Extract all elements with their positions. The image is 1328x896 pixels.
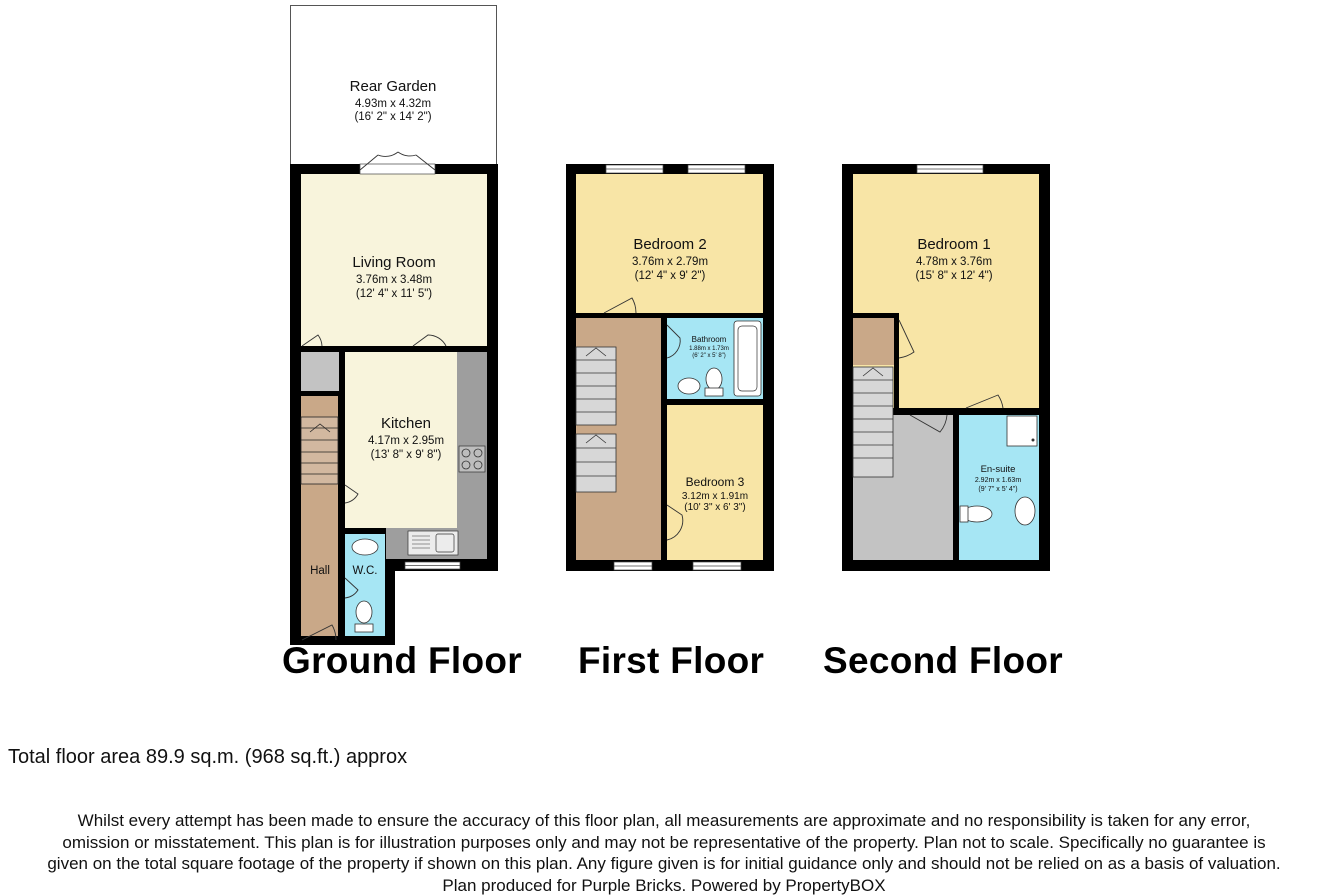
kitchen-size-ft: (13' 8" x 9' 8") — [370, 449, 442, 461]
en-suite-size-ft: (9' 7" x 5' 4") — [978, 486, 1018, 493]
disclaimer-line: omission or misstatement. This plan is for illustration purposes only and may not be representative of the property. Plan not to scale. Specifically no guarantee is — [62, 832, 1266, 852]
rear-garden-size-ft: (16' 2" x 14' 2") — [354, 111, 432, 123]
bathroom-size-m: 1.88m x 1.73m — [689, 346, 729, 352]
bathroom-label: Bathroom — [691, 335, 727, 344]
bathroom-toilet-icon — [706, 368, 722, 390]
bedroom-1-label: Bedroom 1 — [917, 236, 991, 253]
bathroom-size-ft: (6' 2" x 5' 8") — [692, 353, 726, 359]
ground-stairs — [301, 417, 338, 484]
bedroom-2-size-m: 3.76m x 2.79m — [631, 256, 709, 268]
bedroom-3-size-ft: (10' 3" x 6' 3") — [684, 502, 746, 513]
living-room-label: Living Room — [352, 254, 436, 271]
bedroom-1-size-ft: (15' 8" x 12' 4") — [915, 270, 993, 282]
basin-icon — [352, 539, 378, 555]
toilet-icon — [356, 601, 372, 623]
bedroom-2-label: Bedroom 2 — [633, 236, 707, 253]
disclaimer-line: Whilst every attempt has been made to ensure the accuracy of this floor plan, all measurements are approximate and no responsibility is taken for any error, — [77, 811, 1251, 830]
kitchen-label: Kitchen — [380, 415, 432, 432]
bedroom-3-size-m: 3.12m x 1.91m — [681, 491, 749, 502]
total-floor-area: Total floor area 89.9 sq.m. (968 sq.ft.) approx — [8, 746, 408, 768]
bathroom-basin-icon — [678, 378, 700, 394]
hall-label: Hall — [310, 565, 330, 577]
bedroom-2-size-ft: (12' 4" x 9' 2") — [634, 270, 706, 282]
bedroom-1-size-m: 4.78m x 3.76m — [915, 256, 993, 268]
en-suite-label: En-suite — [980, 464, 1016, 475]
wc-label: W.C. — [352, 565, 378, 577]
first-stairs — [576, 347, 616, 492]
bedroom-3-label: Bedroom 3 — [685, 475, 745, 489]
second-floor-plan — [842, 164, 1050, 571]
first-floor-title: First Floor — [578, 640, 765, 681]
second-floor-title: Second Floor — [823, 640, 1063, 681]
ground-floor-title: Ground Floor — [282, 640, 522, 681]
living-room-size-m: 3.76m x 3.48m — [355, 274, 433, 286]
second-stairs — [853, 367, 893, 477]
rear-garden-size-m: 4.93m x 4.32m — [354, 98, 432, 110]
cupboard-area — [301, 352, 339, 391]
en-suite-size-m: 2.92m x 1.63m — [974, 477, 1022, 484]
disclaimer-line: given on the total square footage of the property if shown on this plan. Any figure given is for initial guidance only and should not be relied on as a basis of valuation. — [47, 854, 1281, 873]
en-suite-basin-icon — [1015, 497, 1035, 525]
disclaimer — [0, 810, 1328, 896]
second-windows — [917, 165, 983, 173]
living-room-size-ft: (12' 4" x 11' 5") — [355, 288, 433, 300]
shower-icon — [1007, 416, 1037, 446]
wardrobe-area — [853, 318, 894, 365]
kitchen-size-m: 4.17m x 2.95m — [367, 435, 445, 447]
disclaimer-line: Plan produced for Purple Bricks. Powered by PropertyBOX — [442, 875, 886, 895]
rear-garden-label: Rear Garden — [349, 78, 437, 95]
